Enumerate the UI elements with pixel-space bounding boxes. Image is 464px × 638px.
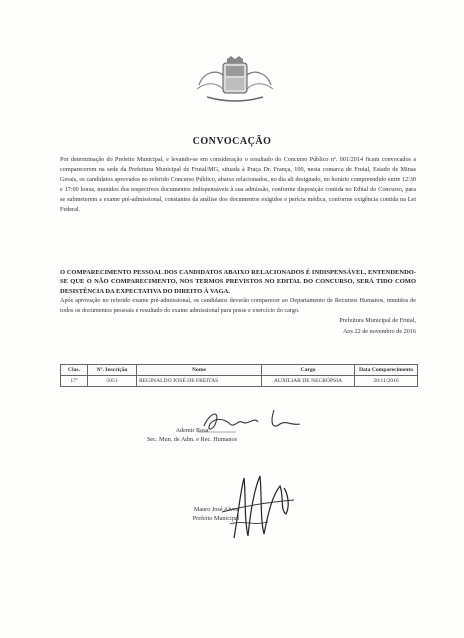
signatory-name: Mauro José Alves	[193, 506, 239, 513]
signature-block-secretary	[0, 427, 424, 444]
signature-block-mayor	[0, 506, 448, 523]
signatory-role: Prefeito Municipal	[192, 514, 240, 522]
column-header: Clas.	[61, 365, 88, 376]
document-title: CONVOCAÇÃO	[192, 136, 272, 147]
table-row	[61, 376, 418, 387]
issue-date: Aos 22 de novembro de 2016	[342, 328, 416, 335]
column-header: Data Comparecimento	[355, 365, 418, 376]
mandatory-attendance-notice: O COMPARECIMENTO PESSOAL DOS CANDIDATOS ABAIXO RELACIONADOS É INDISPENSÁVEL, ENTENDENDO-SE QUE O NÃO COMPARECIMENTO, NOS TERMOS PREVISTOS NO EDITAL DO CONCURSO, SERÁ TIDO COMO DESISTÊNCIA DA EXPECTATIVA DO DIREITO À VAGA.	[60, 269, 416, 295]
table-cell: 28/11/2016	[355, 376, 418, 387]
issuing-body: Prefeitura Municipal de Frutal,	[339, 317, 416, 324]
convocation-paragraph: Por determinação do Prefeito Municipal, e levando-se em consideração o resultado do Concurso Público nº. 001/2014 ficam convocados a comparecerem na sede da Prefeitura Municipal de Frutal/MG, situada à Praça Dr. França, 100, nesta comarca de Frutal, Estado de Minas Gerais, os candidatos aprovados no referido Concurso Público, abaixo relacionados, no dia ali designado, no horário compreendido entre 12:30 e 17:00 horas, munidos dos respectivos documentos indispensáveis à sua admissão, conforme disposição contida no Edital do Concurso, para se submeterem a exame pré-admissional, constantes da análise dos documentos exigidos e perícia médica, conforme exigência contida na Lei Federal.	[60, 156, 416, 214]
municipal-crest-icon	[193, 55, 277, 105]
table-cell: 5051	[88, 376, 137, 387]
table-header-row	[61, 365, 418, 376]
column-header: Cargo	[262, 365, 355, 376]
table-cell: AUXILIAR DE NECRÓPSIA	[262, 376, 355, 387]
table-cell: 17º	[61, 376, 88, 387]
candidates-table	[60, 364, 418, 387]
table-cell: REGINALDO JOSÉ DE FREITAS	[137, 376, 262, 387]
column-header: Nome	[137, 365, 262, 376]
column-header: Nº. Inscrição	[88, 365, 137, 376]
signatory-role: Sec. Mun. de Adm. e Rec. Humanos	[146, 435, 238, 443]
post-exam-paragraph: Após aprovação no referido exame pré-admissional, os candidatos deverão comparecer ao Departamento de Recursos Humanos, munidos de todos os documentos pessoais e resultado do exame admissional para posse e exercício do cargo.	[60, 297, 416, 314]
signatory-name: Ademir Rosa	[175, 427, 209, 434]
